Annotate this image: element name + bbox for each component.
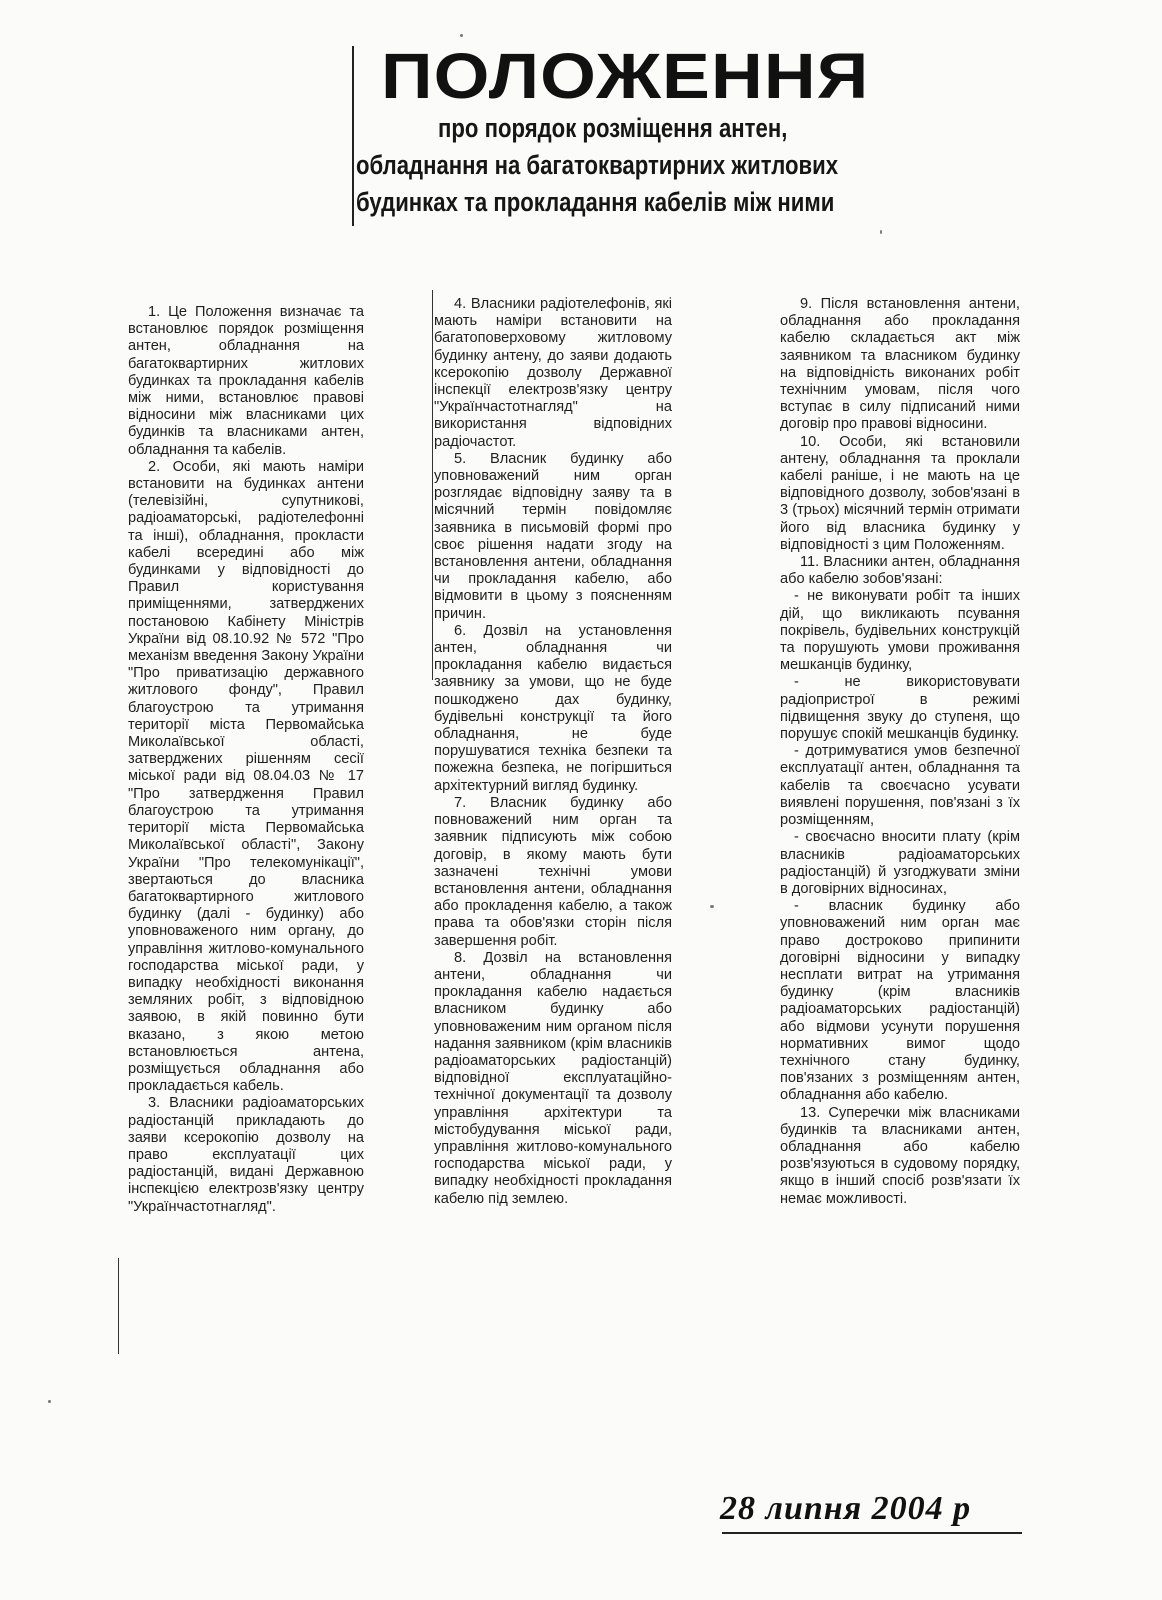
text-column-1 xyxy=(128,304,364,1216)
list-item: - дотримуватися умов безпечної експлуатації антен, обладнання та кабелів та своєчасно усувати виявлені порушення, пов'язані з їх розміщенням, xyxy=(780,743,1020,829)
document-subtitle xyxy=(356,110,839,221)
text-column-3 xyxy=(780,296,1020,1208)
column-rule xyxy=(432,290,433,680)
scan-speck xyxy=(460,34,463,37)
subtitle-line: будинках та прокладання кабелів між ними xyxy=(356,187,835,217)
paragraph: 2. Особи, які мають наміри встановити на будинках антени (телевізійні, супутникові, радіоаматорські, радіотелефонні та інші), обладнання, прокласти кабелі всередині або між будинками у відповідності до Правил користування приміщеннями, затверджених постановою Кабінету Міністрів України від 08.10.92 № 572 "Про механізм введення Закону України "Про приватизацію державного житлового фонду", Правил благоустрою та утримання території міста Первомайська Миколаївської області, затверджених рішенням сесії міської ради від 08.04.03 № 17 "Про затвердження Правил благоустрою та утримання території міста Первомайська Миколаївської області", Закону України "Про телекомунікації", звертаються до власника багатоквартирного житлового будинку (далі - будинку) або уповноваженого ним органу, до управління житлово-комунального господарства міської ради, у випадку необхідності виконання земляних робіт, з відповідною заявою, в якій повинно бути вказано, з якою метою встановлюється антена, розміщується обладнання або прокладається кабель. xyxy=(128,458,364,1095)
paragraph: 13. Суперечки між власниками будинків та власниками антен, обладнання або кабелю розв'язуються в судовому порядку, якщо в інший спосіб розв'язати їх немає можливості. xyxy=(780,1104,1020,1207)
subtitle-line: обладнання на багатоквартирних житлових xyxy=(356,150,839,180)
paragraph: 7. Власник будинку або повноважений ним орган та заявник підписують між собою договір, в якому мають бути зазначені технічні умови встановлення антени, обладнання або прокладення кабелю, а також права та обов'язки сторін після завершення робіт. xyxy=(434,794,672,949)
paragraph: 9. Після встановлення антени, обладнання або прокладання кабелю складається акт між заявником та власником будинку на відповідність виконаних робіт технічним умовам, після чого вступає в силу підписаний ними договір про правові відносини. xyxy=(780,296,1020,433)
list-item: - не використовувати радіопристрої в режимі підвищення звуку до ступеня, що порушує спокій мешканців будинку. xyxy=(780,674,1020,743)
column-rule xyxy=(118,1258,119,1354)
paragraph: 6. Дозвіл на установлення антен, обладнання чи прокладання кабелю видається заявнику за умови, що не буде пошкоджено дах будинку, будівельні конструкції та його обладнання, не буде порушуватися техніка безпеки та пожежна безпека, не погіршиться архітектурний вигляд будинку. xyxy=(434,622,672,794)
paragraph: 1. Це Положення визначає та встановлює порядок розміщення антен, обладнання на багатоквартирних житлових будинках та прокладання кабелів між ними, встановлює правові відносини між власниками цих будинків та власниками антен, обладнання та кабелів. xyxy=(128,304,364,458)
heading-rule xyxy=(352,46,354,226)
list-item: - своєчасно вносити плату (крім власників радіоаматорських радіостанцій) й узгоджувати зміни в договірних відносинах, xyxy=(780,829,1020,897)
list-item: - власник будинку або уповноважений ним орган має право достроково припинити договірні відносини у випадку несплати витрат на утримання будинку (крім власників радіоаматорських радіостанцій) або відмови усунути порушення нормативних вимог щодо технічного стану будинку, пов'язаних з розміщенням антен, обладнання або кабелю. xyxy=(780,898,1020,1104)
list-item: - не виконувати робіт та інших дій, що викликають псування покрівель, будівельних конструкцій та порушують умови проживання мешканців будинку, xyxy=(780,588,1020,674)
subtitle-line: про порядок розміщення антен, xyxy=(438,113,788,143)
scan-speck xyxy=(880,230,882,234)
paragraph: 11. Власники антен, обладнання або кабелю зобов'язані: xyxy=(780,554,1020,588)
paragraph: 8. Дозвіл на встановлення антени, обладнання чи прокладання кабелю надається власником будинку або уповноваженим ним органом після надання заявником (крім власників радіоаматорських радіостанцій) відповідної експлуатаційно-технічної документації та дозволу управління архітектури та містобудування міської ради, управління житлово-комунального господарства міської ради, у випадку необхідності прокладання кабелю під землею. xyxy=(434,949,672,1207)
paragraph: 3. Власники радіоаматорських радіостанцій прикладають до заяви ксерокопію дозволу на право експлуатації цих радіостанцій, видані Державною інспекцією електрозв'язку центру "Українчастотнагляд". xyxy=(128,1095,364,1215)
document-title: ПОЛОЖЕННЯ xyxy=(381,40,870,112)
date-underline xyxy=(722,1532,1022,1534)
paragraph: 10. Особи, які встановили антену, обладнання та проклали кабелі раніше, і не мають на це відповідного дозволу, зобов'язані в 3 (трьох) місячний термін отримати його від власника будинку у відповідності з цим Положенням. xyxy=(780,433,1020,553)
paragraph: 5. Власник будинку або уповноважений ним орган розглядає відповідну заяву та в місячний термін повідомляє заявника в письмовій формі про своє рішення надати згоду на встановлення антени, обладнання чи прокладання кабелю, або відмовити в цьому з поясненням причин. xyxy=(434,450,672,622)
paragraph: 4. Власники радіотелефонів, які мають наміри встановити на багатоповерховому житловому будинку антену, до заяви додають ксерокопію дозволу Державної інспекції електрозв'язку центру "Українчастотнагляд" на використання відповідних радіочастот. xyxy=(434,296,672,450)
scan-speck xyxy=(48,1400,51,1403)
scan-speck xyxy=(710,905,714,908)
text-column-2 xyxy=(434,296,672,1208)
handwritten-date: 28 липня 2004 р xyxy=(720,1490,972,1527)
